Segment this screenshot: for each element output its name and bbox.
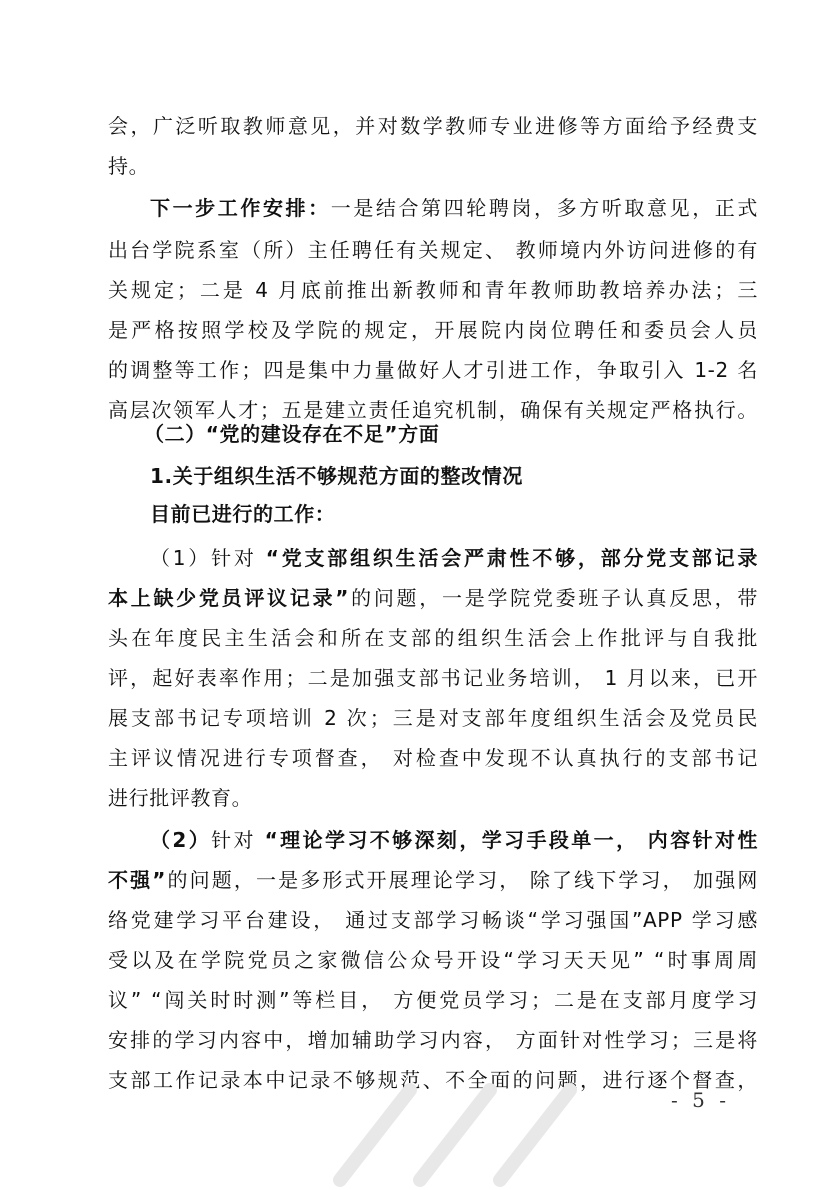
text-line-7 (108, 350, 758, 390)
item-prefix: （2） (150, 828, 212, 852)
line-text: 安排的学习内容中，增加辅助学习内容， 方面针对性学习；三是将 (108, 1028, 758, 1052)
bold-quote: 本上缺少党员评议记录” (108, 586, 349, 610)
page-number: - 5 - (671, 1088, 730, 1112)
heading-text: 目前已进行的工作： (150, 502, 336, 526)
bold-lead: 下一步工作安排： (150, 196, 331, 220)
text-line-25 (108, 1060, 758, 1100)
text-line-5 (108, 270, 758, 310)
line-text: 关规定；二是 4 月底前推出新教师和青年教师助教培养办法；三 (108, 278, 758, 302)
line-text: 出台学院系室（所）主任聘任有关规定、 教师境内外访问进修的有 (108, 238, 758, 262)
line-text: 的调整等工作；四是集中力量做好人才引进工作，争取引入 1-2 名 (108, 358, 758, 382)
line-text: 的问题，一是学院党委班子认真反思，带 (348, 586, 758, 610)
line-text: 一是结合第四轮聘岗，多方听取意见，正式 (330, 196, 758, 220)
text-line-22 (108, 940, 758, 980)
line-text: 进行批评教育。 (108, 786, 253, 810)
line-text: 的问题，一是多形式开展理论学习， 除了线下学习， 加强网 (165, 868, 758, 892)
subsection-heading (150, 456, 758, 496)
text-line-12 (150, 538, 758, 578)
text-line-6 (108, 310, 758, 350)
item-prefix: 针对 (211, 828, 265, 852)
text-line-19 (150, 820, 758, 860)
item-prefix: （1）针对 (150, 546, 266, 570)
bold-quote: 不强” (108, 868, 166, 892)
text-line-13 (108, 578, 758, 618)
line-text: 主评议情况进行专项督查， 对检查中发现不认真执行的支部书记 (108, 746, 758, 770)
line-text: 展支部书记专项培训 2 次；三是对支部年度组织生活会及党员民 (108, 706, 758, 730)
heading-text: （二）“党的建设存在不足”方面 (144, 422, 440, 446)
bold-quote: “党支部组织生活会严肃性不够，部分党支部记录 (265, 546, 758, 570)
text-line-24 (108, 1020, 758, 1060)
text-line-17 (108, 738, 758, 778)
line-text: 是严格按照学校及学院的规定，开展院内岗位聘任和委员会人员 (108, 318, 758, 342)
line-text: 络党建学习平台建设， 通过支部学习畅谈“学习强国”APP 学习感 (108, 908, 758, 932)
text-line-1 (108, 106, 758, 146)
section-heading (144, 414, 758, 454)
line-text: 受以及在学院党员之家微信公众号开设“学习天天见” “时事周周 (108, 948, 758, 972)
text-line-15 (108, 658, 758, 698)
work-done-heading (150, 494, 758, 534)
line-text: 持。 (108, 154, 150, 178)
text-line-16 (108, 698, 758, 738)
text-line-2 (108, 146, 758, 186)
text-line-18 (108, 778, 758, 818)
line-text: 头在年度民主生活会和所在支部的组织生活会上作批评与自我批 (108, 626, 758, 650)
line-text: 高层次领军人才；五是建立责任追究机制，确保有关规定严格执行。 (108, 398, 758, 422)
line-text: 会，广泛听取教师意见，并对数学教师专业进修等方面给予经费支 (108, 114, 758, 138)
bold-quote: “理论学习不够深刻，学习手段单一， 内容针对性 (264, 828, 758, 852)
text-line-23 (108, 980, 758, 1020)
text-line-4 (108, 230, 758, 270)
line-text: 支部工作记录本中记录不够规范、不全面的问题，进行逐个督查， (108, 1068, 758, 1092)
line-text: 评，起好表率作用；二是加强支部书记业务培训， 1 月以来，已开 (108, 666, 758, 690)
text-line-21 (108, 900, 758, 940)
heading-text: 1.关于组织生活不够规范方面的整改情况 (150, 464, 523, 488)
text-line-3 (150, 188, 758, 228)
text-line-20 (108, 860, 758, 900)
line-text: 议” “闯关时时测”等栏目， 方便党员学习；二是在支部月度学习 (108, 988, 758, 1012)
text-line-14 (108, 618, 758, 658)
